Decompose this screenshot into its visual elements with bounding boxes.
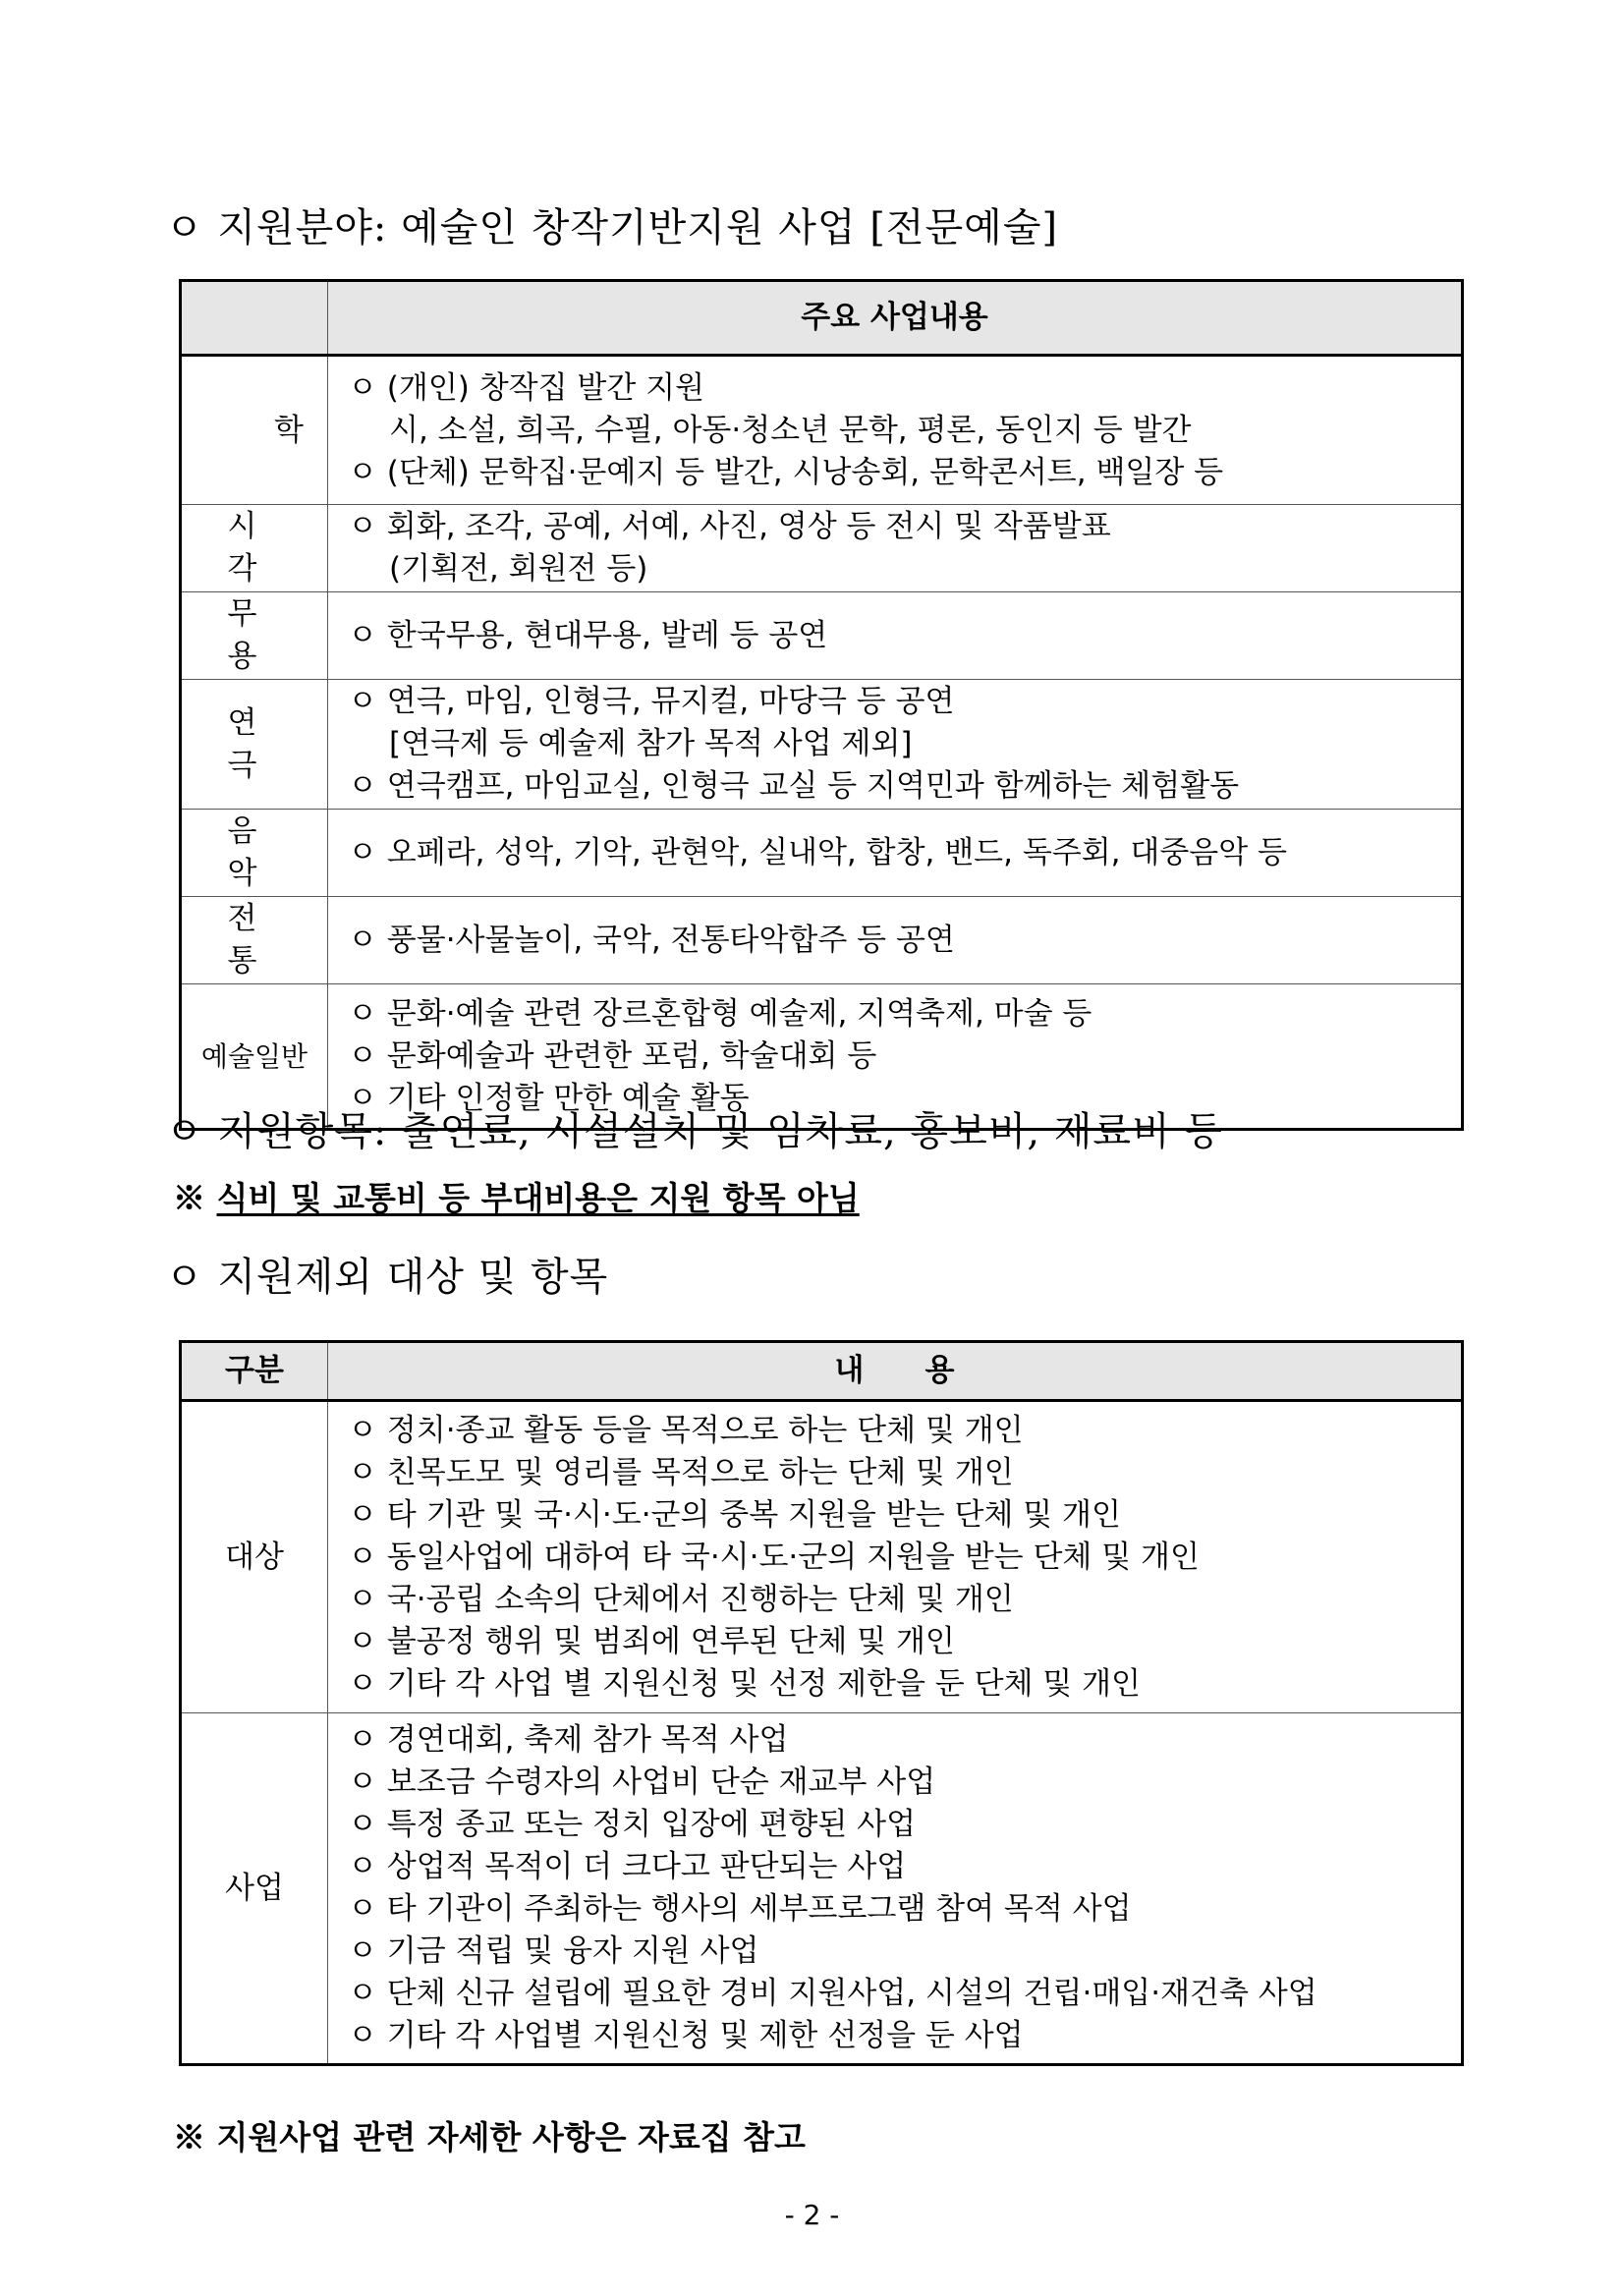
content-line: ㅇ 기금 적립 및 융자 지원 사업	[348, 1933, 759, 1969]
row-content	[328, 356, 1463, 505]
table2-header-label: 구분	[181, 1342, 328, 1401]
row-content	[328, 505, 1463, 592]
table-row	[181, 897, 1463, 984]
row-label-literature: 학	[181, 356, 328, 505]
content-line: ㅇ 동일사업에 대하여 타 국·시·도·군의 지원을 받는 단체 및 개인	[348, 1539, 1200, 1575]
content-line: (기획전, 회원전 등)	[389, 551, 648, 587]
support-field-table	[179, 279, 1464, 1131]
content-line: ㅇ 친목도모 및 영리를 목적으로 하는 단체 및 개인	[348, 1454, 1014, 1490]
note-text: 식비 및 교통비 등 부대비용은 지원 항목 아님	[216, 1179, 860, 1217]
row-label-traditional: 전 통	[181, 897, 328, 984]
exclusion-table	[179, 1340, 1464, 2066]
row-content	[328, 592, 1463, 680]
table-row	[181, 680, 1463, 810]
content-line: ㅇ (단체) 문학집·문예지 등 발간, 시낭송회, 문학콘서트, 백일장 등	[348, 454, 1224, 490]
table1-header-label	[181, 281, 328, 356]
row-content	[328, 1713, 1463, 2065]
content-line: ㅇ 연극캠프, 마임교실, 인형극 교실 등 지역민과 함께하는 체험활동	[348, 768, 1240, 804]
content-line: ㅇ 기타 인정할 만한 예술 활동	[348, 1080, 750, 1116]
content-line: ㅇ 기타 각 사업 별 지원신청 및 선정 제한을 둔 단체 및 개인	[348, 1665, 1142, 1702]
content-line: ㅇ (개인) 창작집 발간 지원	[348, 369, 705, 406]
row-label-visual: 시 각	[181, 505, 328, 592]
row-label-theater: 연 극	[181, 680, 328, 810]
table1-header-content: 주요 사업내용	[328, 281, 1463, 356]
content-line: ㅇ 경연대회, 축제 참가 목적 사업	[348, 1722, 789, 1758]
table-row	[181, 1713, 1463, 2065]
row-content	[328, 1401, 1463, 1713]
row-label-target: 대상	[181, 1401, 328, 1713]
section1-heading: ㅇ 지원분야: 예술인 창작기반지원 사업 [전문예술]	[165, 205, 1059, 251]
reference-note: ※ 지원사업 관련 자세한 사항은 자료집 참고	[173, 2118, 806, 2156]
content-line: ㅇ 타 기관이 주최하는 행사의 세부프로그램 참여 목적 사업	[348, 1891, 1132, 1927]
content-line: ㅇ 회화, 조각, 공예, 서예, 사진, 영상 등 전시 및 작품발표	[348, 509, 1111, 544]
table-row	[181, 356, 1463, 505]
row-content	[328, 897, 1463, 984]
row-label-general-arts: 예술일반	[181, 984, 328, 1130]
table-row	[181, 1401, 1463, 1713]
page-number: - 2 -	[784, 2199, 840, 2231]
exclusion-note	[173, 1173, 860, 1219]
content-line: ㅇ 문화예술과 관련한 포럼, 학술대회 등	[348, 1037, 877, 1074]
content-line: [연극제 등 예술제 참가 목적 사업 제외]	[389, 726, 913, 761]
content-line: ㅇ 연극, 마임, 인형극, 뮤지컬, 마당극 등 공연	[348, 684, 955, 719]
section2-heading: ㅇ 지원항목: 출연료, 시설설치 및 임차료, 홍보비, 재료비 등	[165, 1109, 1224, 1154]
table-row	[181, 810, 1463, 897]
content-line: ㅇ 불공정 행위 및 범죄에 연루된 단체 및 개인	[348, 1623, 955, 1659]
content-line: ㅇ 풍물·사물놀이, 국악, 전통타악합주 등 공연	[348, 922, 955, 958]
row-label-project: 사업	[181, 1713, 328, 2065]
note-mark: ※	[173, 1179, 205, 1217]
content-line: ㅇ 문화·예술 관련 장르혼합형 예술제, 지역축제, 마술 등	[348, 995, 1092, 1032]
content-line: ㅇ 정치·종교 활동 등을 목적으로 하는 단체 및 개인	[348, 1412, 1024, 1448]
content-line: ㅇ 오페라, 성악, 기악, 관현악, 실내악, 합창, 밴드, 독주회, 대중음악 등	[348, 834, 1287, 870]
table-row	[181, 592, 1463, 680]
row-content	[328, 810, 1463, 897]
content-line: ㅇ 특정 종교 또는 정치 입장에 편향된 사업	[348, 1807, 917, 1842]
table2-header-content: 내 용	[328, 1342, 1463, 1401]
content-line: ㅇ 기타 각 사업별 지원신청 및 제한 선정을 둔 사업	[348, 2018, 1024, 2053]
content-line: ㅇ 한국무용, 현대무용, 발레 등 공연	[348, 617, 828, 653]
content-line: ㅇ 단체 신규 설립에 필요한 경비 지원사업, 시설의 건립·매입·재건축 사업	[348, 1976, 1317, 2011]
content-line: ㅇ 타 기관 및 국·시·도·군의 중복 지원을 받는 단체 및 개인	[348, 1496, 1121, 1533]
section3-heading: ㅇ 지원제외 대상 및 항목	[165, 1255, 609, 1300]
table-row	[181, 505, 1463, 592]
content-line: ㅇ 상업적 목적이 더 크다고 판단되는 사업	[348, 1849, 907, 1884]
content-line: ㅇ 보조금 수령자의 사업비 단순 재교부 사업	[348, 1764, 936, 1800]
content-line: 시, 소설, 희곡, 수필, 아동·청소년 문학, 평론, 동인지 등 발간	[389, 412, 1192, 448]
row-content	[328, 680, 1463, 810]
content-line: ㅇ 국·공립 소속의 단체에서 진행하는 단체 및 개인	[348, 1581, 1014, 1617]
row-label-music: 음 악	[181, 810, 328, 897]
row-label-dance: 무 용	[181, 592, 328, 680]
